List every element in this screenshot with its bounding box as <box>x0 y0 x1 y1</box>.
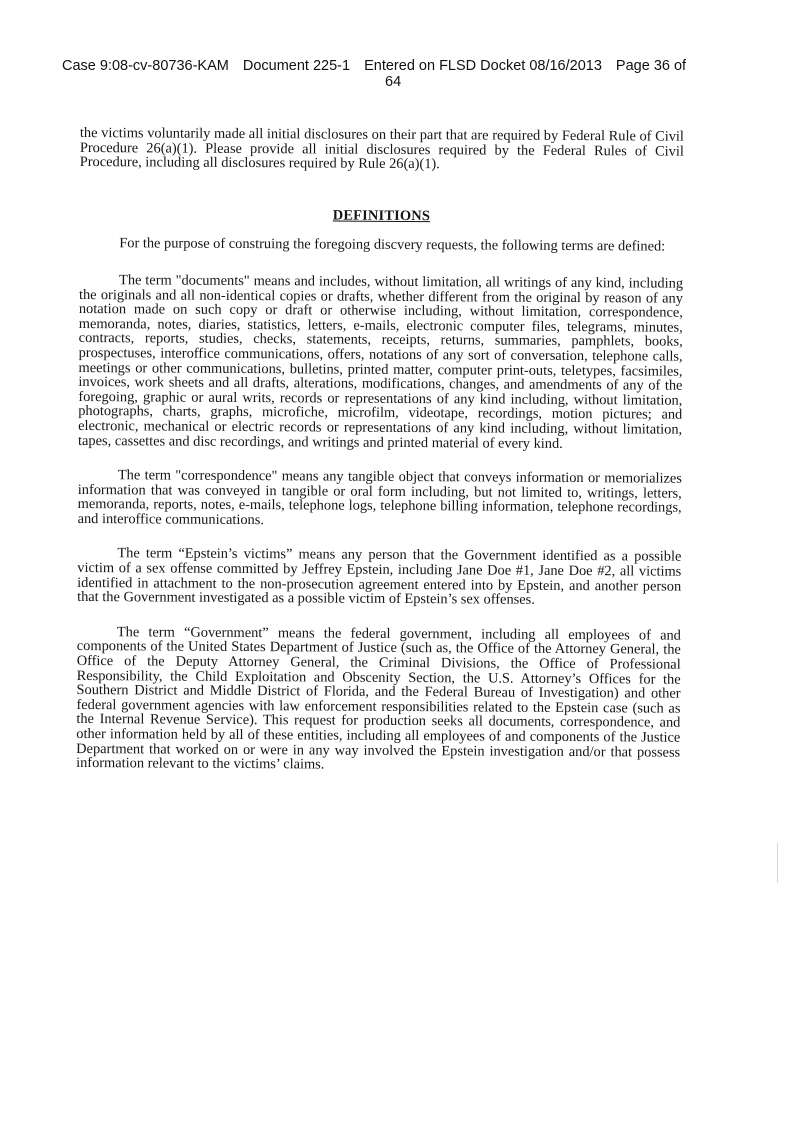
document-body <box>76 126 684 774</box>
case-number: Case 9:08-cv-80736-KAM <box>62 58 229 74</box>
document-number: Document 225-1 <box>242 58 351 74</box>
docket-header <box>62 58 742 90</box>
section-heading: DEFINITIONS <box>332 207 431 224</box>
scan-artifact <box>777 843 778 883</box>
docket-header-line <box>62 58 742 74</box>
page-total: 64 <box>385 74 402 90</box>
entered-docket: Entered on FLSD Docket 08/16/2013 <box>364 58 602 74</box>
purpose-paragraph: For the purpose of construing the foregoing discvery requests, the following terms are defined: <box>119 235 666 255</box>
government-definition: The term “Government” means the federal government, including all employees of and components of the United States Department of Justice (such as, the Office of the Attorney General, the Office of the Deputy Attorney General, the Criminal Divisions, the Office of Professional Responsibility, the Child Exploitation and Obscenity Section, the U.S. Attorney’s Offices for the Southern District and Middle District of Florida, and the Federal Bureau of Investigation) and other federal government agencies with law enforcement responsibilities related to the Epstein case (such as the Internal Revenue Service). This request for production seeks all documents, correspondence, and other information held by all of these entities, including all employees of and components of the Justice Department that worked on or were in any way involved the Epstein investigation and/or that possess information relevant to the victims’ claims. <box>76 624 681 773</box>
intro-paragraph: the victims voluntarily made all initial disclosures on their part that are required by Federal Rule of Civil Procedure 26(a)(1). Please provide all initial disclosures required by the Federal Rules of Civil Procedure, including all disclosures required by Rule 26(a)(1). <box>79 125 684 173</box>
victims-definition: The term “Epstein’s victims” means any person that the Government identified as a possible victim of a sex offense committed by Jeffrey Epstein, including Jane Doe #1, Jane Doe #2, all victims identified in attachment to the non-prosecution agreement entered into by Epstein, and another person that the Government investigated as a possible victim of Epstein’s sex offenses. <box>77 545 682 609</box>
documents-definition: The term "documents" means and includes, without limitation, all writings of any kind, including the originals and all non-identical copies or drafts, whether different from the original by reason of any notation made on such copy or draft or otherwise including, without limitation, correspondence, memoranda, notes, diaries, statistics, letters, e-mails, electronic computer files, telegrams, minutes, contracts, reports, studies, checks, statements, receipts, returns, summaries, pamphlets, books, prospectuses, interoffice communications, offers, notations of any sort of conversation, telephone calls, meetings or other communications, bulletins, printed matter, computer print-outs, teletypes, facsimiles, invoices, work sheets and all drafts, alterations, modifications, changes, and amendments of any of the foregoing, graphic or aural writs, records or representations of any kind including, without limitation, photographs, charts, graphs, microfiche, microfilm, videotape, recordings, motion pictures; and electronic, mechanical or electric records or representations of any kind including, without limitation, tapes, cassettes and disc recordings, and writings and printed material of every kind. <box>78 272 684 452</box>
page-number: Page 36 of <box>615 58 687 74</box>
correspondence-definition: The term "correspondence" means any tangible object that conveys information or memorializes information that was conveyed in tangible or oral form including, but not limited to, writings, letters, memoranda, reports, notes, e-mails, telephone logs, telephone billing information, telephone recordings, and interoffice communications. <box>77 467 682 529</box>
